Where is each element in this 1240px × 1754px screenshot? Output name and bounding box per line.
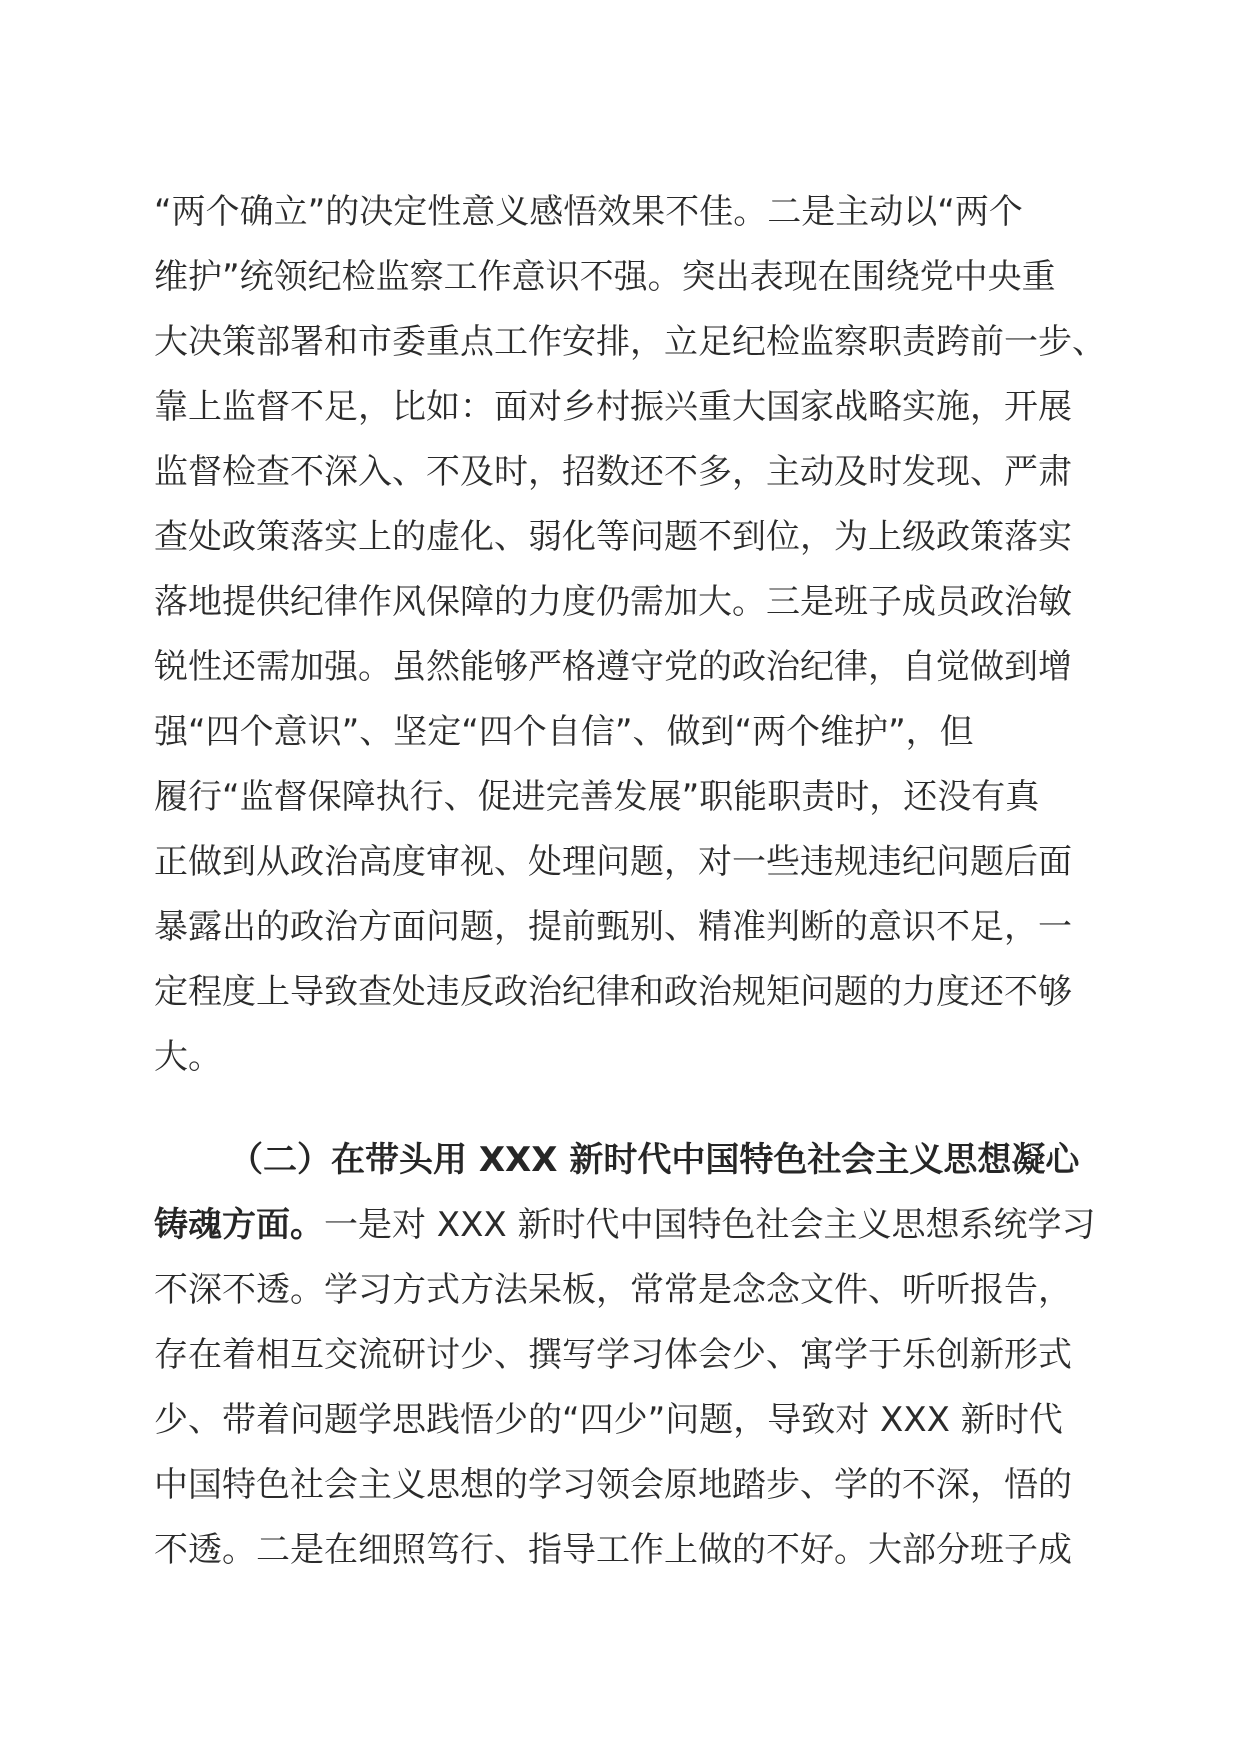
text-line: 正做到从政治高度审视、处理问题，对一些违规违纪问题后面 xyxy=(154,842,1072,882)
text-line: 中国特色社会主义思想的学习领会原地踏步、学的不深，悟的 xyxy=(154,1465,1072,1505)
section-paragraph xyxy=(154,1128,1094,1583)
text-line: “两个确立”的决定性意义感悟效果不佳。二是主动以“两个 xyxy=(154,192,1023,232)
text-line: 维护”统领纪检监察工作意识不强。突出表现在围绕党中央重 xyxy=(154,257,1056,297)
text-line: 暴露出的政治方面问题，提前甄别、精准判断的意识不足，一 xyxy=(154,907,1072,947)
text-line: 不透。二是在细照笃行、指导工作上做的不好。大部分班子成 xyxy=(154,1530,1072,1570)
paragraph-continued xyxy=(154,180,1106,1090)
text-line: 强“四个意识”、坚定“四个自信”、做到“两个维护”，但 xyxy=(154,712,974,752)
text-line: 大。 xyxy=(154,1037,222,1077)
text-line: 落地提供纪律作风保障的力度仍需加大。三是班子成员政治敏 xyxy=(154,582,1072,622)
text-line xyxy=(154,1193,1094,1258)
text-line: 大决策部署和市委重点工作安排，立足纪检监察职责跨前一步、 xyxy=(154,322,1106,362)
text-line: 靠上监督不足，比如：面对乡村振兴重大国家战略实施，开展 xyxy=(154,387,1072,427)
text-line: 履行“监督保障执行、促进完善发展”职能职责时，还没有真 xyxy=(154,777,1040,817)
text-line: 定程度上导致查处违反政治纪律和政治规矩问题的力度还不够 xyxy=(154,972,1072,1012)
text-line: 查处政策落实上的虚化、弱化等问题不到位，为上级政策落实 xyxy=(154,517,1072,557)
text-line: 不深不透。学习方式方法呆板，常常是念念文件、听听报告， xyxy=(154,1270,1072,1310)
text-line: 存在着相互交流研讨少、撰写学习体会少、寓学于乐创新形式 xyxy=(154,1335,1072,1375)
text-line: 监督检查不深入、不及时，招数还不多，主动及时发现、严肃 xyxy=(154,452,1072,492)
text-line: 锐性还需加强。虽然能够严格遵守党的政治纪律，自觉做到增 xyxy=(154,647,1072,687)
text-line: 少、带着问题学思践悟少的“四少”问题，导致对 XXX 新时代 xyxy=(154,1400,1063,1440)
section-heading-end: 铸魂方面。 xyxy=(154,1205,324,1245)
section-heading: （二）在带头用 XXX 新时代中国特色社会主义思想凝心 xyxy=(229,1140,1080,1180)
text-run: 一是对 XXX 新时代中国特色社会主义思想系统学习 xyxy=(324,1205,1096,1245)
